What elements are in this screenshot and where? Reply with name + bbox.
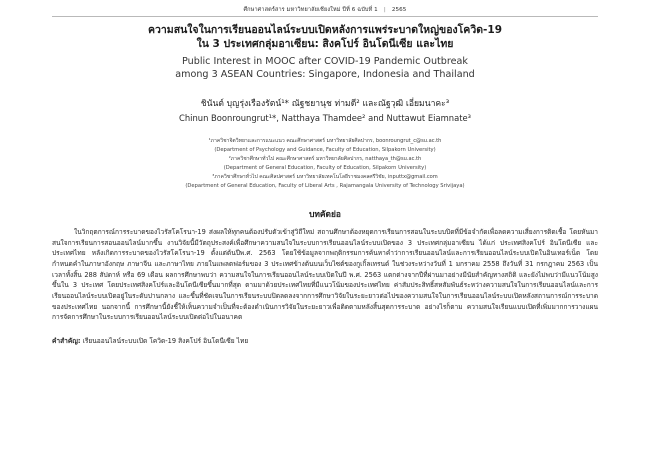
affiliation-line: ²ภาควิชาศึกษาทั่วไป คณะศึกษาศาสตร์ มหาวิทยาลัยศิลปากร, natthaya_th@su.ac.th bbox=[228, 156, 422, 163]
keywords-label: คำสำคัญ: bbox=[52, 337, 81, 346]
affiliation-line: (Department of Psychology and Guidance, Faculty of Education, Silpakorn University) bbox=[214, 146, 436, 153]
authors-thai: ชินันต์ บุญรุ่งเรืองรัตน์¹* ณัฐชยานุช ท่ามดี² และณัฐวุฒิ เอี่ยมนาคะ³ bbox=[200, 99, 450, 110]
keywords-row bbox=[52, 336, 598, 347]
title-english-line-2: among 3 ASEAN Countries: Singapore, Indonesia and Thailand bbox=[175, 69, 475, 81]
title-thai-line-2: ใน 3 ประเทศกลุ่มอาเซียน: สิงคโปร์ อินโดนีเซีย และไทย bbox=[196, 38, 454, 51]
journal-header bbox=[52, 6, 598, 17]
page-title-english bbox=[52, 56, 598, 82]
title-block bbox=[52, 23, 598, 82]
journal-issue-year: 2565 bbox=[391, 7, 407, 13]
affiliation-line: (Department of General Education, Faculty of Liberal Arts , Rajamangala University of Technology Srivijaya) bbox=[185, 182, 465, 189]
affiliations-block bbox=[52, 137, 598, 191]
affiliation-line: ³ภาควิชาศึกษาทั่วไป คณะศิลปศาสตร์ มหาวิทยาลัยเทคโนโลยีราชมงคลศรีวิชัย, inputtx@gmail.com bbox=[212, 174, 438, 181]
journal-title: ศึกษาศาสตร์สาร มหาวิทยาลัยเชียงใหม่ ปีที่ 6 ฉบับที่ 1 bbox=[243, 7, 378, 13]
journal-header-separator: | bbox=[383, 7, 386, 13]
page-title-thai bbox=[52, 23, 598, 51]
affiliation-line: ¹ภาควิชาจิตวิทยาและการแนะแนว คณะศึกษาศาสตร์ มหาวิทยาลัยศิลปากร, boonroungrut_c@su.ac.th bbox=[208, 138, 442, 145]
authors-english: Chinun Boonroungrut¹*, Natthaya Thamdee² and Nuttawut Eiamnate³ bbox=[178, 113, 472, 124]
abstract-paragraph: ในวิกฤตการณ์การระบาดของไวรัสโคโรนา-19 ส่งผลให้ทุกคนต้องปรับตัวเข้าสู่วิถีใหม่ สถานศึกษาต้องหยุดการเรียนการสอนในระบบปิดที่มีข้อจำกัดเพื่อลดความเสี่ยงการติดเชื้อ โดยหันมาสนใจการเรียนการสอนออนไลน์มากขึ้น งานวิจัยนี้มีวัตถุประสงค์เพื่อศึกษาความสนใจในระบบการเรียนออนไลน์ระบบเปิดของ 3 ประเทศกลุ่มอาเซียน ได้แก่ ประเทศสิงคโปร์ อินโดนีเซีย และประเทศไทย หลังเกิดการระบาดของไวรัสโคโรนา-19 ตั้งแต่ต้นปีพ.ศ. 2563 โดยใช้ข้อมูลจากพฤติกรรมการค้นหาคำว่าการเรียนออนไลน์และการเรียนออนไลน์ระบบเปิดในอินเทอร์เน็ต โดยกำหนดคำในภาษาอังกฤษ ภาษาจีน และภาษาไทย ภายในแพลตฟอร์มของ 3 ประเทศข้างต้นบนเว็บไซต์ของกูเกิ้ลเทรนด์ ในช่วงระหว่างวันที่ 1 มกราคม 2558 ถึงวันที่ 31 กรกฎาคม 2563 เป็นเวลาทั้งสิ้น 288 สัปดาห์ หรือ 69 เดือน ผลการศึกษาพบว่า ความสนใจในการเรียนออนไลน์ระบบเปิดในปี พ.ศ. 2563 แตกต่างจากปีที่ผ่านมาอย่างมีนัยสำคัญทางสถิติ และยังไม่พบว่ามีแนวโน้มสูงขึ้นใน 3 ประเทศ โดยประเทศสิงคโปร์และอินโดนีเซียขึ้นมากที่สุด ตามมาด้วยประเทศไทยที่มีแนวโน้มของประเทศไทย ค่าสัมประสิทธิ์สหสัมพันธ์ระหว่างความสนใจในการเรียนออนไลน์และการเรียนออนไลน์ระบบเปิดอยู่ในระดับปานกลาง และขึ้นที่ชัดเจนในการเรียนระบบปิดลดลงจากการศึกษาวิจัยในระยะยาวต่อไปของความสนใจในการเรียนออนไลน์ระบบเปิดหลังสถานการณ์การระบาดของประเทศไทย นอกจากนี้ การศึกษานี้ยังชี้ให้เห็นความจำเป็นที่จะต้องดำเนินการวิจัยในระยะยาวเพื่อติดตามหลังสิ้นสุดการระบาด อย่างไรก็ตาม ความสนใจเรียนแบบเปิดที่เพิ่มมากการวางแผนการจัดการศึกษาในระบบการเรียนออนไลน์ระบบเปิดต่อไปในอนาคต bbox=[52, 228, 598, 322]
affiliation-line: (Department of General Education, Faculty of Education, Silpakorn University) bbox=[223, 164, 427, 171]
title-english-line-1: Public Interest in MOOC after COVID-19 Pandemic Outbreak bbox=[182, 56, 468, 68]
authors-block bbox=[52, 98, 598, 125]
title-thai-line-1: ความสนใจในการเรียนออนไลน์ระบบเปิดหลังการแพร่ระบาดใหญ่ของโควิด-19 bbox=[147, 24, 503, 36]
abstract-heading: บทคัดย่อ bbox=[309, 209, 341, 220]
abstract-body bbox=[52, 227, 598, 323]
keywords-value: เรียนออนไลน์ระบบเปิด โควิด-19 สิงคโปร์ อินโดนีเซีย ไทย bbox=[82, 337, 249, 346]
